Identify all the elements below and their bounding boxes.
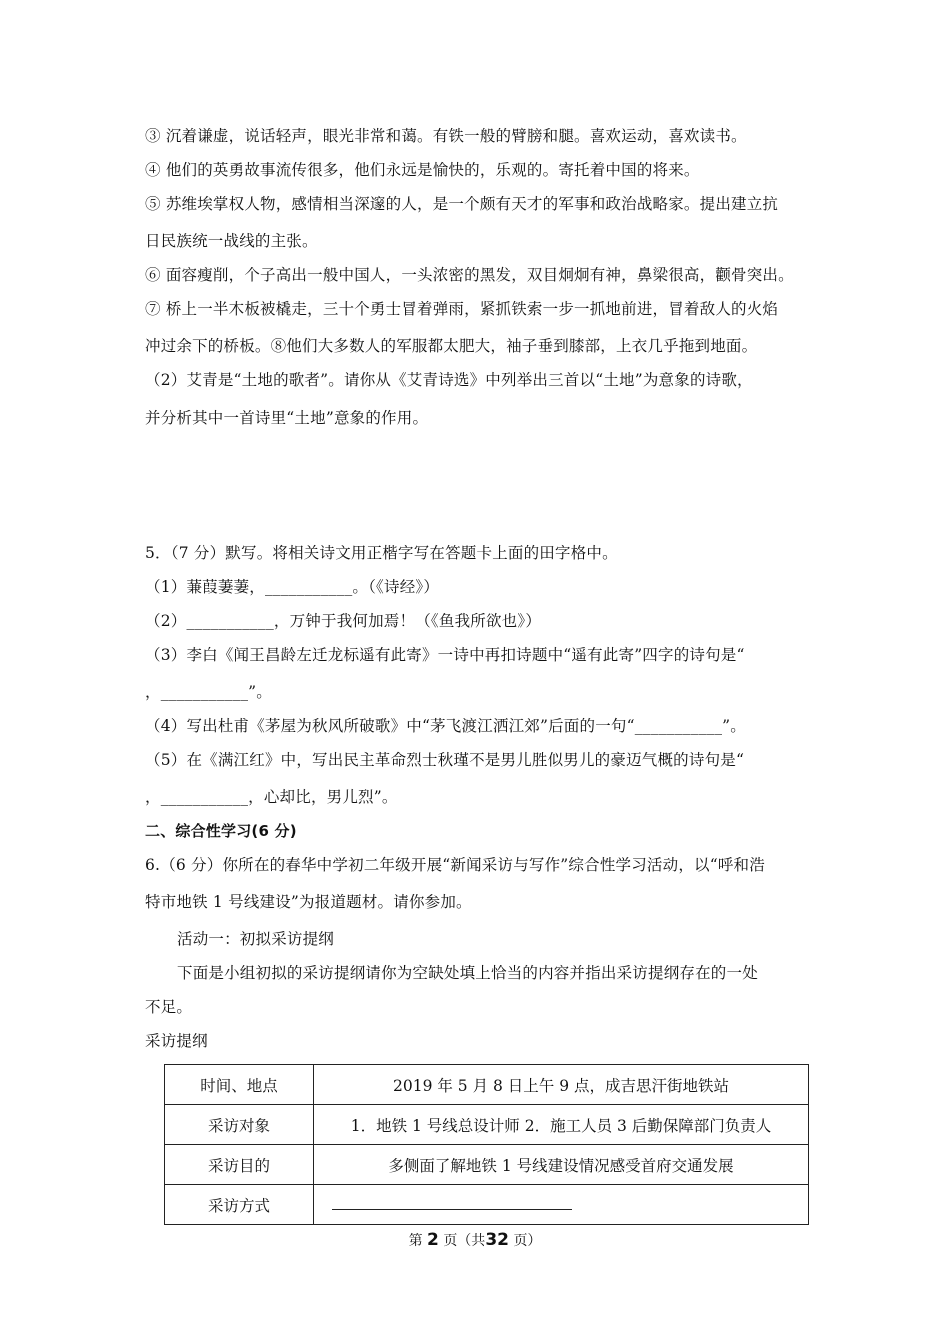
table-row <box>165 1185 809 1225</box>
question-4-2-line2: 并分析其中一首诗里“土地”意象的作用。 <box>145 409 429 427</box>
answer-option-6: ⑥ 面容瘦削，个子高出一般中国人，一头浓密的黑发，双目炯炯有神，鼻梁很高，颧骨突出。 <box>145 266 794 284</box>
answer-option-7-line1: ⑦ 桥上一半木板被橇走，三十个勇士冒着弹雨，紧抓铁索一步一抓地前进，冒着敌人的火焰 <box>145 300 779 318</box>
question-5-3-line1: （3）李白《闻王昌龄左迁龙标遥有此寄》一诗中再扣诗题中“遥有此寄”四字的诗句是“ <box>145 646 745 664</box>
answer-option-4: ④ 他们的英勇故事流传很多，他们永远是愉快的，乐观的。寄托着中国的将来。 <box>145 161 700 179</box>
answer-option-5-line2: 日民族统一战线的主张。 <box>145 232 318 250</box>
table-row <box>165 1065 809 1105</box>
footer-suffix: 页） <box>513 1233 542 1249</box>
footer-middle: 页（共 <box>443 1233 486 1249</box>
question-5-2: （2）___________，万钟于我何加焉！（《鱼我所欲也》） <box>145 612 542 630</box>
page-footer <box>0 1230 950 1251</box>
interview-outline-table <box>164 1064 809 1225</box>
section-2-heading: 二、综合性学习(6 分) <box>145 822 297 840</box>
table-cell-label: 采访方式 <box>165 1185 314 1225</box>
answer-option-5-line1: ⑤ 苏维埃掌权人物，感情相当深邃的人，是一个颇有天才的军事和政治战略家。提出建立抗 <box>145 195 779 213</box>
table-cell-blank <box>314 1185 809 1225</box>
question-5-5-line1: （5）在《满江红》中，写出民主革命烈士秋瑾不是男儿胜似男儿的豪迈气概的诗句是“ <box>145 751 745 769</box>
table-row <box>165 1145 809 1185</box>
question-6-line1: 6.（6 分）你所在的春华中学初二年级开展“新闻采访与写作”综合性学习活动，以“呼和浩 <box>145 856 765 874</box>
footer-total-pages: 32 <box>485 1230 509 1250</box>
activity-1-title: 活动一：初拟采访提纲 <box>177 930 335 948</box>
question-6-line2: 特市地铁 1 号线建设”为报道题材。请你参加。 <box>145 893 472 911</box>
table-cell-value: 多侧面了解地铁 1 号线建设情况感受首府交通发展 <box>314 1145 809 1185</box>
table-cell-label: 时间、地点 <box>165 1065 314 1105</box>
question-4-2-line1: （2）艾青是“土地的歌者”。请你从《艾青诗选》中列举出三首以“土地”为意象的诗歌， <box>145 371 753 389</box>
outline-title: 采访提纲 <box>145 1032 208 1050</box>
question-5-4: （4）写出杜甫《茅屋为秋风所破歌》中“茅飞渡江洒江郊”后面的一句“___________”。 <box>145 717 747 735</box>
answer-option-3: ③ 沉着谦虚，说话轻声，眼光非常和蔼。有铁一般的臂膀和腿。喜欢运动，喜欢读书。 <box>145 127 747 145</box>
question-5-5-line2: ，___________，心却比，男儿烈”。 <box>145 788 398 806</box>
activity-1-desc-line2: 不足。 <box>145 998 193 1016</box>
footer-page-number: 2 <box>427 1230 439 1250</box>
table-cell-label: 采访目的 <box>165 1145 314 1185</box>
table-cell-value: 1．地铁 1 号线总设计师 2．施工人员 3 后勤保障部门负责人 <box>314 1105 809 1145</box>
answer-option-7-line2: 冲过余下的桥板。⑧他们大多数人的军服都太肥大，袖子垂到膝部，上衣几乎拖到地面。 <box>145 337 758 355</box>
activity-1-desc-line1: 下面是小组初拟的采访提纲请你为空缺处填上恰当的内容并指出采访提纲存在的一处 <box>177 964 758 982</box>
question-5-heading: 5．（7 分）默写。将相关诗文用正楷字写在答题卡上面的田字格中。 <box>145 544 618 562</box>
footer-prefix: 第 <box>408 1233 423 1249</box>
question-5-3-line2: ，___________”。 <box>145 683 272 701</box>
question-5-1: （1）蒹葭萋萋，___________。（《诗经》） <box>145 578 440 596</box>
table-cell-label: 采访对象 <box>165 1105 314 1145</box>
fill-in-blank-line <box>332 1195 572 1210</box>
table-row <box>165 1105 809 1145</box>
table-cell-value: 2019 年 5 月 8 日上午 9 点，成吉思汗街地铁站 <box>314 1065 809 1105</box>
